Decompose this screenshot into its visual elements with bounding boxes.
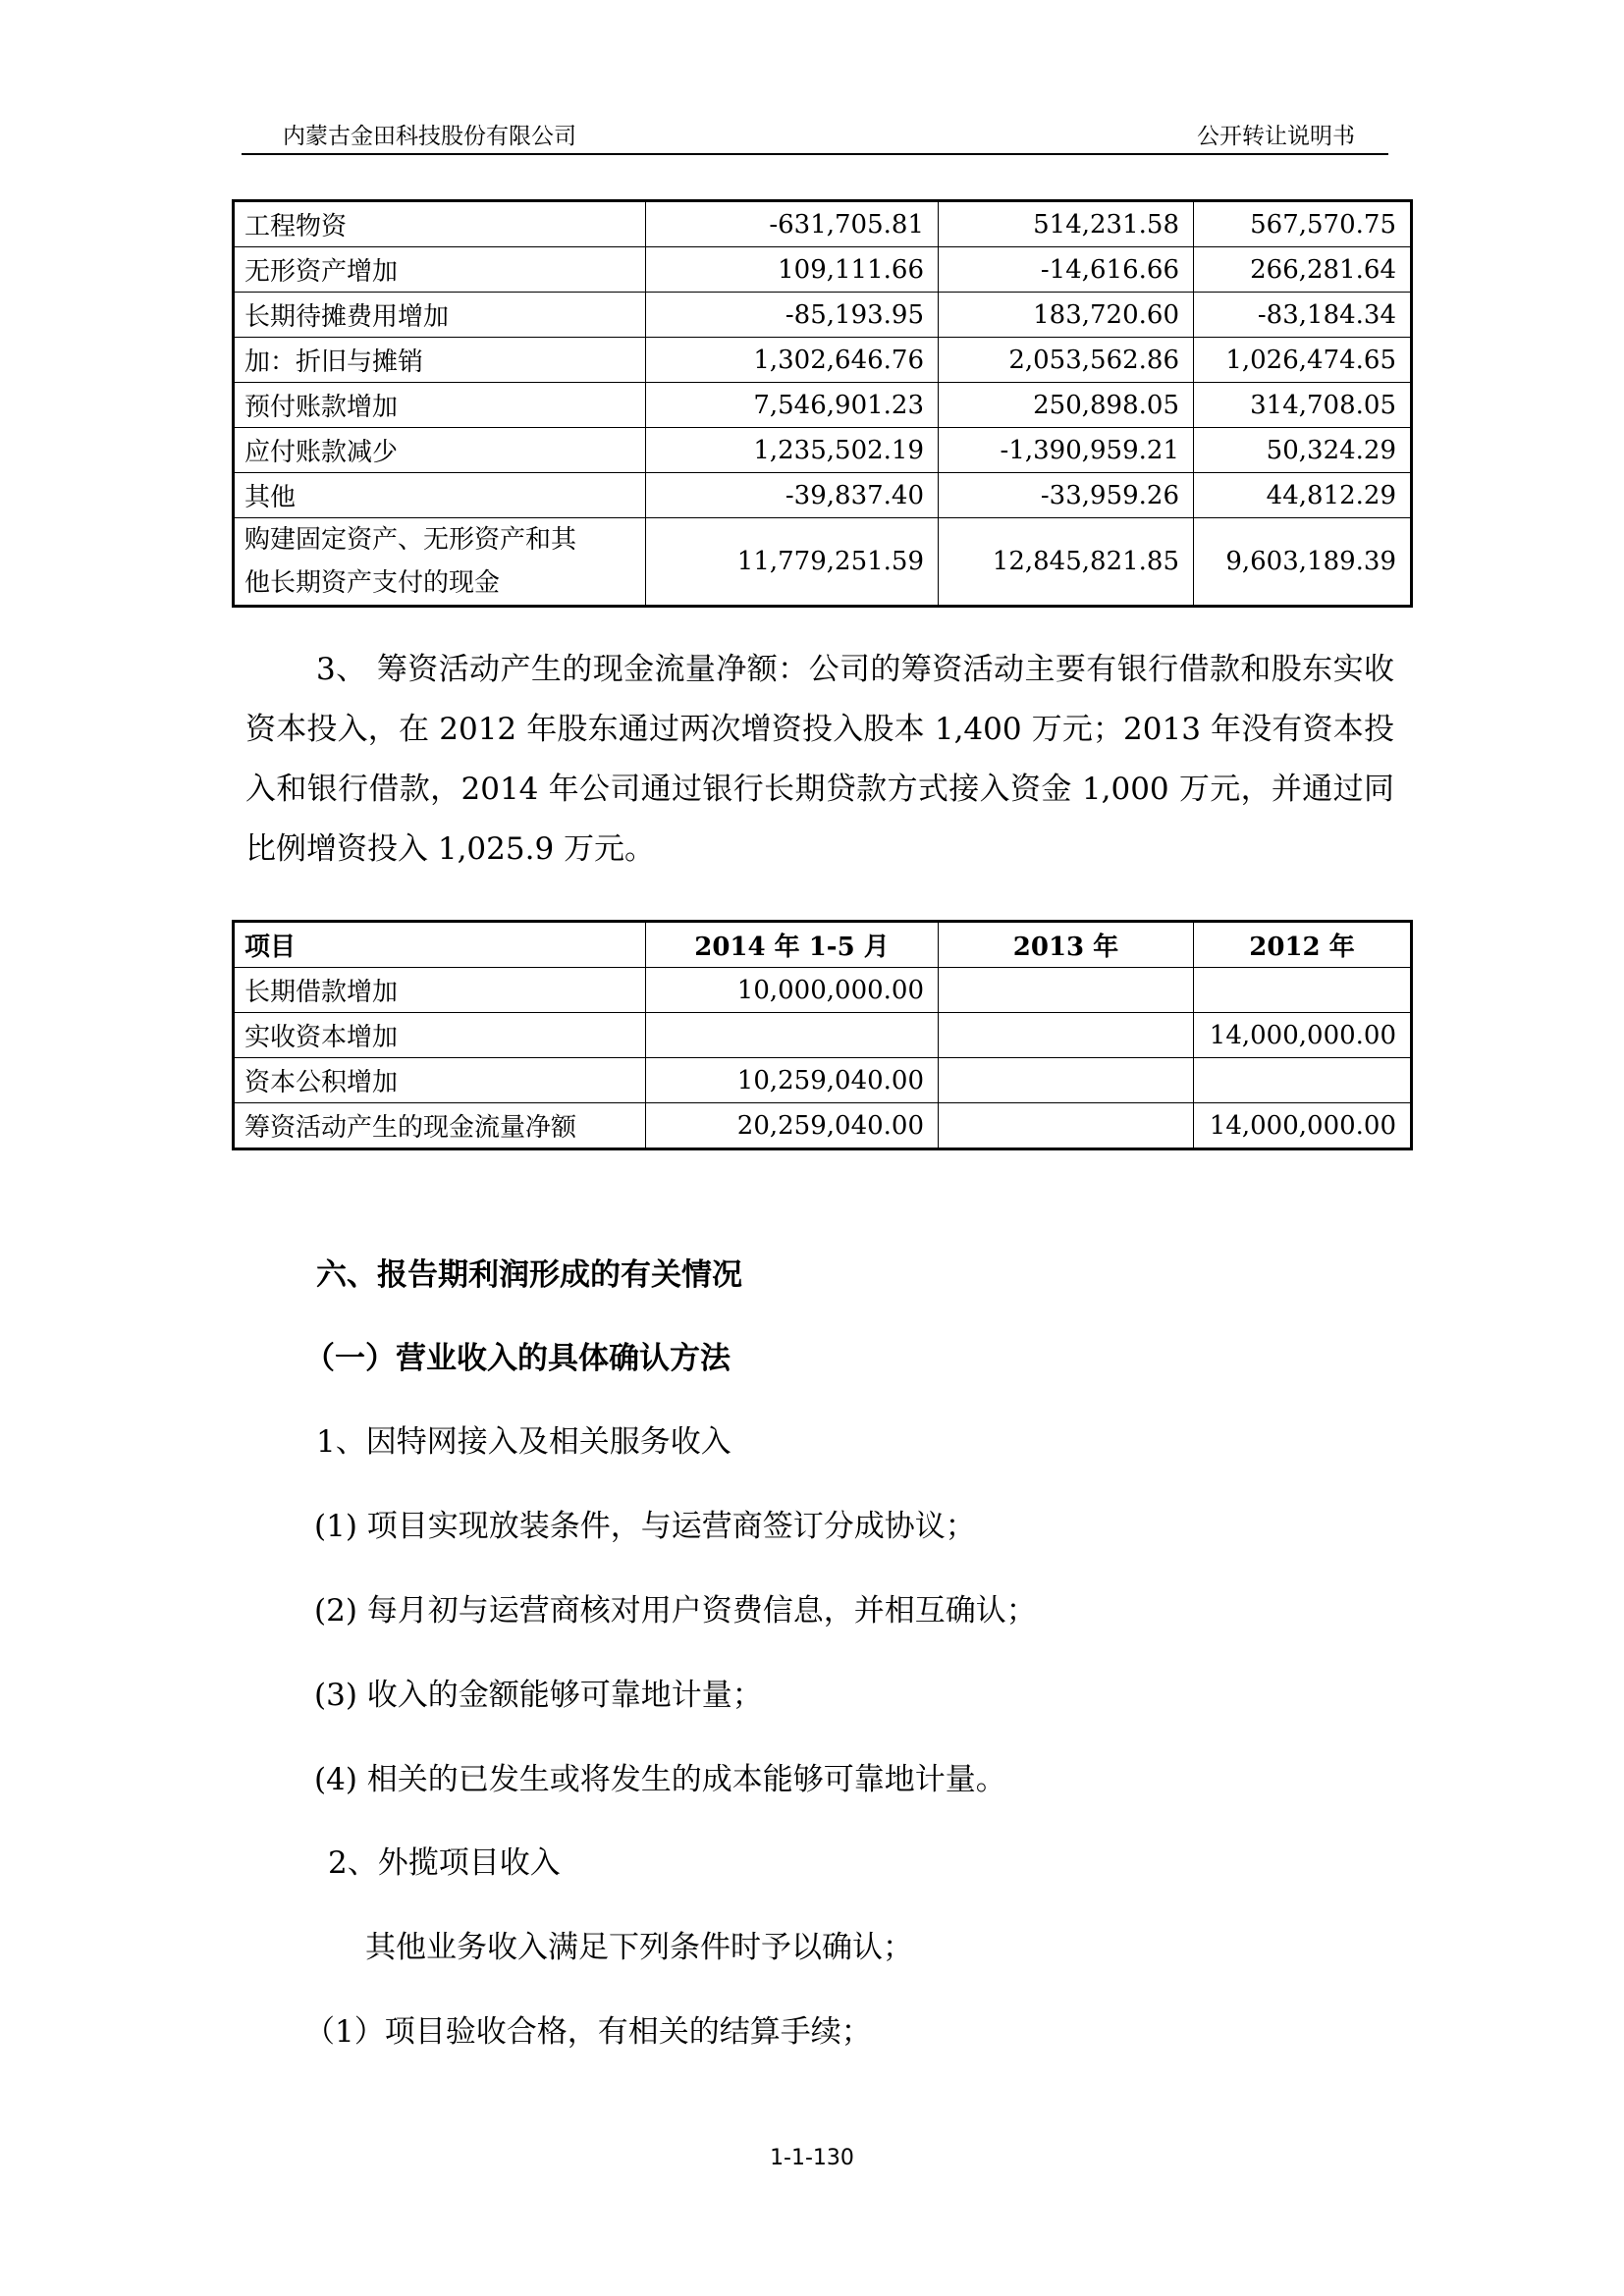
paragraph-text: 3、 筹资活动产生的现金流量净额：公司的筹资活动主要有银行借款和股东实收资本投入，在 2012 年股东通过两次增资投入股本 1,400 万元；2013 年没有资本投入和银行借款，2014 年公司通过银行长期贷款方式接入资金 1,000 万元，并通过同比例增资投入 1,025.9 万元。 bbox=[245, 652, 1394, 867]
condition-item: （1）项目验收合格，有相关的结算手续； bbox=[304, 2014, 872, 2050]
cell-value: 2,053,562.86 bbox=[939, 338, 1194, 383]
cell-value: 250,898.05 bbox=[939, 383, 1194, 428]
cell-value: 314,708.05 bbox=[1194, 383, 1412, 428]
cell-value: 567,570.75 bbox=[1194, 201, 1412, 247]
cell-value: 50,324.29 bbox=[1194, 428, 1412, 473]
cell-value: 1,235,502.19 bbox=[646, 428, 939, 473]
condition-item: (3) 收入的金额能够可靠地计量； bbox=[314, 1678, 763, 1713]
cell-value: 11,779,251.59 bbox=[646, 518, 939, 607]
row-label: 实收资本增加 bbox=[234, 1013, 646, 1058]
cell-value: 514,231.58 bbox=[939, 201, 1194, 247]
row-label: 长期待摊费用增加 bbox=[234, 293, 646, 338]
item-heading: 2、外揽项目收入 bbox=[328, 1845, 561, 1881]
row-label: 筹资活动产生的现金流量净额 bbox=[234, 1103, 646, 1149]
page-number: 1-1-130 bbox=[770, 2146, 854, 2170]
cell-value: -14,616.66 bbox=[939, 247, 1194, 293]
cell-value: 12,845,821.85 bbox=[939, 518, 1194, 607]
cell-value: 183,720.60 bbox=[939, 293, 1194, 338]
cell-value bbox=[646, 1013, 939, 1058]
row-label: 工程物资 bbox=[234, 201, 646, 247]
column-header: 2012 年 bbox=[1194, 922, 1412, 968]
row-label: 其他 bbox=[234, 473, 646, 518]
column-header: 项目 bbox=[234, 922, 646, 968]
table-row bbox=[234, 968, 1412, 1013]
table-row bbox=[234, 383, 1412, 428]
header-rule bbox=[242, 153, 1388, 155]
cell-value: 14,000,000.00 bbox=[1194, 1103, 1412, 1149]
investing-cashflow-table bbox=[232, 199, 1413, 608]
table-row bbox=[234, 1013, 1412, 1058]
column-header: 2013 年 bbox=[939, 922, 1194, 968]
cell-value: 9,603,189.39 bbox=[1194, 518, 1412, 607]
financing-cashflow-table bbox=[232, 920, 1413, 1150]
cell-value bbox=[939, 968, 1194, 1013]
table-row bbox=[234, 338, 1412, 383]
row-label: 无形资产增加 bbox=[234, 247, 646, 293]
cell-value bbox=[1194, 1058, 1412, 1103]
cell-value bbox=[1194, 968, 1412, 1013]
row-label: 长期借款增加 bbox=[234, 968, 646, 1013]
item-heading: 1、因特网接入及相关服务收入 bbox=[316, 1424, 731, 1460]
header-doc-title: 公开转让说明书 bbox=[1197, 124, 1355, 149]
cell-value: -33,959.26 bbox=[939, 473, 1194, 518]
section-title: 六、报告期利润形成的有关情况 bbox=[316, 1257, 742, 1293]
condition-item: (4) 相关的已发生或将发生的成本能够可靠地计量。 bbox=[314, 1762, 1006, 1797]
cell-value: 44,812.29 bbox=[1194, 473, 1412, 518]
cell-value bbox=[939, 1103, 1194, 1149]
header-company: 内蒙古金田科技股份有限公司 bbox=[283, 124, 576, 149]
row-label: 资本公积增加 bbox=[234, 1058, 646, 1103]
table-row bbox=[234, 293, 1412, 338]
table-row bbox=[234, 1103, 1412, 1149]
condition-item: (2) 每月初与运营商核对用户资费信息，并相互确认； bbox=[314, 1593, 1037, 1629]
table-row bbox=[234, 247, 1412, 293]
cell-value bbox=[939, 1013, 1194, 1058]
cell-value bbox=[939, 1058, 1194, 1103]
cell-value: -39,837.40 bbox=[646, 473, 939, 518]
cell-value: 20,259,040.00 bbox=[646, 1103, 939, 1149]
table-row bbox=[234, 201, 1412, 247]
cell-value: 10,000,000.00 bbox=[646, 968, 939, 1013]
cell-value: 1,026,474.65 bbox=[1194, 338, 1412, 383]
cell-value: 109,111.66 bbox=[646, 247, 939, 293]
table-row-total bbox=[234, 518, 1412, 607]
cell-value: 1,302,646.76 bbox=[646, 338, 939, 383]
condition-item: (1) 项目实现放装条件，与运营商签订分成协议； bbox=[314, 1509, 976, 1544]
cell-value: 10,259,040.00 bbox=[646, 1058, 939, 1103]
row-label-line: 他长期资产支付的现金 bbox=[244, 568, 501, 598]
cell-value: 14,000,000.00 bbox=[1194, 1013, 1412, 1058]
row-label-line: 购建固定资产、无形资产和其 bbox=[244, 525, 577, 555]
cell-value: 266,281.64 bbox=[1194, 247, 1412, 293]
row-label: 预付账款增加 bbox=[234, 383, 646, 428]
cell-value: 7,546,901.23 bbox=[646, 383, 939, 428]
cell-value: -1,390,959.21 bbox=[939, 428, 1194, 473]
table-row bbox=[234, 428, 1412, 473]
row-label bbox=[234, 518, 646, 607]
table-row bbox=[234, 473, 1412, 518]
table-row bbox=[234, 1058, 1412, 1103]
cell-value: -631,705.81 bbox=[646, 201, 939, 247]
row-label: 应付账款减少 bbox=[234, 428, 646, 473]
section-subtitle: （一）营业收入的具体确认方法 bbox=[304, 1341, 731, 1376]
cell-value: -85,193.95 bbox=[646, 293, 939, 338]
cell-value: -83,184.34 bbox=[1194, 293, 1412, 338]
row-label: 加：折旧与摊销 bbox=[234, 338, 646, 383]
financing-paragraph bbox=[245, 640, 1394, 880]
table-header-row bbox=[234, 922, 1412, 968]
column-header: 2014 年 1-5 月 bbox=[646, 922, 939, 968]
item-intro: 其他业务收入满足下列条件时予以确认； bbox=[365, 1930, 913, 1965]
page-header bbox=[242, 114, 1388, 153]
